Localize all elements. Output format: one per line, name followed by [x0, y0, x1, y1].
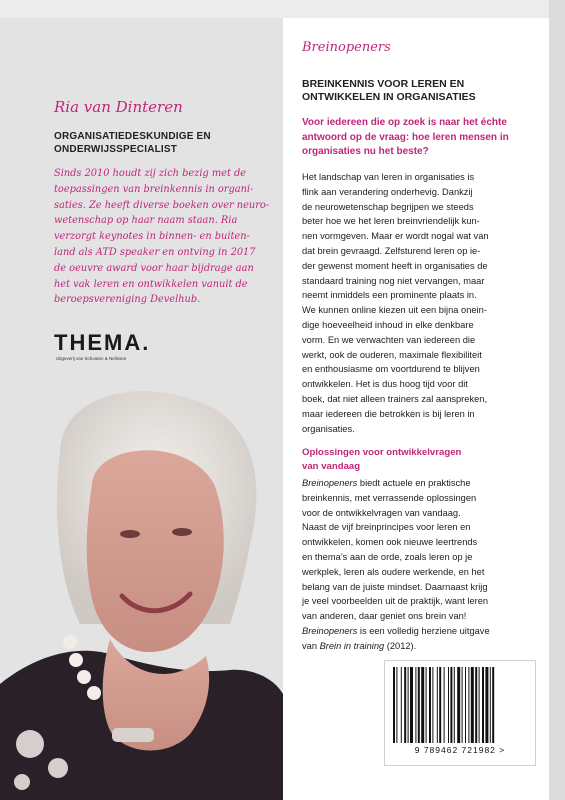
- bio-line: beroepsvereniging Develhub.: [54, 294, 201, 306]
- barcode-bars: [389, 667, 531, 743]
- body-line: neemt inmiddels een prominente plaats in.: [302, 290, 477, 301]
- lead-line: organisaties nu het beste?: [302, 146, 429, 157]
- bio-line: de oeuvre award voor haar bijdrage aan: [54, 262, 254, 274]
- body-line: ontwikkelen. Het is dus hoog tijd voor dit: [302, 379, 468, 390]
- body-line: Het landschap van leren in organisaties is: [302, 172, 475, 182]
- body-line: [302, 624, 546, 639]
- author-role-line: ORGANISATIEDESKUNDIGE EN: [54, 131, 211, 142]
- body-line: We kunnen online kiezen uit een bijna onein-: [302, 305, 487, 316]
- body-line: voor de ontwikkelvragen van vandaag.: [302, 507, 461, 518]
- heading-line: Oplossingen voor ontwikkelvragen: [302, 447, 462, 458]
- body-line: de neurowetenschap begrijpen we steeds: [302, 201, 474, 212]
- publisher-subline: Uitgeverij van Schouten & Nelissen: [56, 356, 127, 361]
- body-line: organisaties.: [302, 423, 355, 434]
- body-line: nen vormgeven. Maar er wordt nogal wat van: [302, 231, 489, 242]
- body-line: boek, dat niet alleen trainers zal aanspreken,: [302, 393, 488, 404]
- lead-line: Voor iedereen die op zoek is naar het échte: [302, 117, 507, 128]
- lead-line: antwoord op de vraag: hoe leren mensen in: [302, 131, 509, 143]
- author-bio: [54, 166, 276, 308]
- book-subtitle: [302, 78, 542, 104]
- body-line: van anderen, daar geniet ons brein van!: [302, 611, 467, 622]
- body-line: werkplek, leren als oudere werkende, en het: [302, 566, 485, 577]
- body-line: [302, 476, 546, 491]
- bio-line: land als ATD speaker en ontving in 2017: [54, 246, 256, 258]
- book-title-ref: Breinopeners: [302, 625, 358, 636]
- body-line: en thema’s aan de orde, zoals leren op je: [302, 551, 473, 562]
- author-role-line: ONDERWIJSSPECIALIST: [54, 144, 178, 155]
- subtitle-line: ONTWIKKELEN IN ORGANISATIES: [302, 91, 476, 103]
- section-heading: [302, 446, 542, 474]
- body-line: breinkennis, met verrassende oplossingen: [302, 492, 477, 503]
- author-portrait: [0, 384, 283, 800]
- author-name: Ria van Dinteren: [54, 98, 183, 116]
- body-line: Naast de vijf breinprincipes voor leren en: [302, 522, 471, 533]
- body-line: maar iedereen die betrokken is bij leren in: [302, 408, 475, 419]
- body-fragment: biedt actuele en praktische: [357, 478, 471, 488]
- isbn-number: 9 789462 721982 >: [414, 745, 506, 755]
- author-role: [54, 130, 254, 156]
- body-fragment: van: [302, 640, 320, 651]
- body-line: der gewenst moment heeft in organisaties de: [302, 260, 488, 271]
- body-line: en enthousiasme om voortdurend te blijven: [302, 364, 480, 375]
- bio-line: saties. Ze heeft diverse boeken over neuro-: [54, 199, 270, 211]
- book-title-ref: Breinopeners: [302, 478, 358, 488]
- bio-line: Sinds 2010 houdt zij zich bezig met de: [54, 168, 247, 179]
- top-border: [0, 0, 565, 18]
- body-text: [302, 170, 546, 436]
- body-line: belang van de juiste mindset. Daarnaast krijg: [302, 581, 488, 592]
- bio-line: verzorgt keynotes in binnen- en buiten-: [54, 231, 250, 243]
- body-line: dige hoeveelheid inhoud in elke denkbare: [302, 319, 474, 330]
- body-line: vorm. En we verwachten van iedereen die: [302, 334, 476, 345]
- body-line: werkt, ook de ouderen, maximale flexibiliteit: [302, 349, 482, 360]
- heading-line: van vandaag: [302, 461, 361, 472]
- bio-line: het vak leren en ontwikkelen vanuit de: [54, 278, 248, 290]
- body-line: ontwikkelen, komen ook nieuwe leertrends: [302, 537, 478, 548]
- body-line: je veel voorbeelden uit de praktijk, want leren: [302, 596, 489, 607]
- subtitle-line: BREINKENNIS VOOR LEREN EN: [302, 78, 465, 90]
- body-line: flink aan verandering onderhevig. Dankzij: [302, 186, 473, 197]
- book-title-ref: Brein in training: [319, 640, 385, 651]
- bio-line: toepassingen van breinkennis in organi-: [54, 183, 254, 195]
- bio-line: wetenschap op haar naam staan. Ria: [54, 215, 238, 227]
- barcode: [384, 660, 536, 766]
- publisher-logo: THEMA.: [54, 330, 151, 355]
- body-text-2: [302, 476, 546, 654]
- body-fragment: is een volledig herziene uitgave: [357, 625, 490, 636]
- body-line: [302, 639, 546, 654]
- lead-text: [302, 116, 544, 160]
- body-line: beter hoe we het leren breinvriendelijk kun-: [302, 216, 480, 227]
- series-title: Breinopeners: [302, 40, 391, 55]
- spine-edge: [549, 0, 565, 800]
- body-line: standaard training nog niet vervangen, maar: [302, 275, 485, 286]
- body-fragment: (2012).: [384, 640, 417, 651]
- body-line: dat brein gevraagd. Zelfsturend leren op ie-: [302, 245, 481, 256]
